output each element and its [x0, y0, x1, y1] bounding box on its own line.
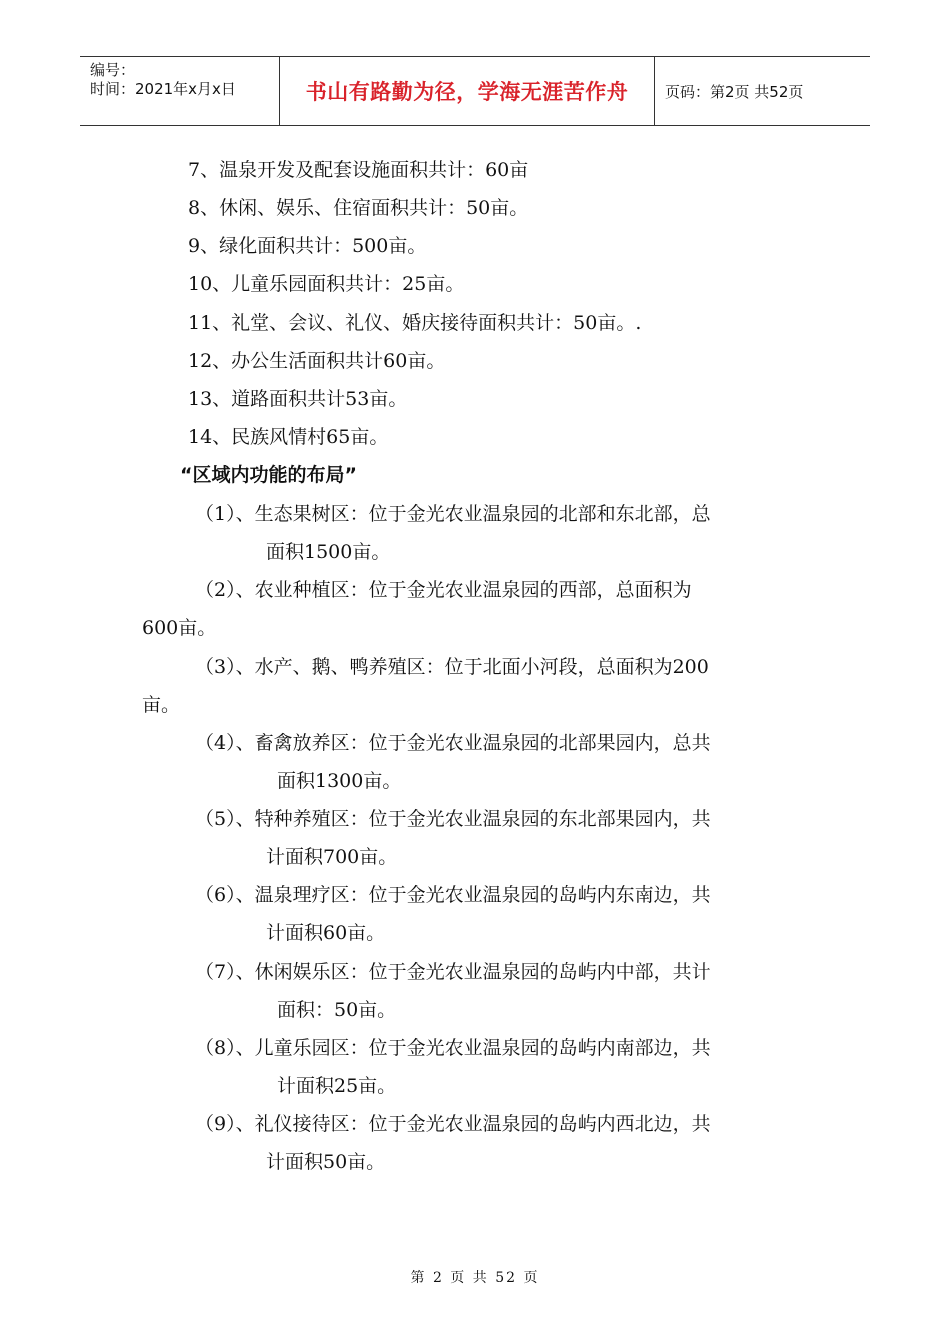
zone-4-line2: 面积1300亩。	[277, 770, 402, 792]
area-item-13: 13、道路面积共计53亩。	[188, 388, 408, 410]
document-date: 时间：2021年x月x日	[90, 80, 236, 98]
area-item-8: 8、休闲、娱乐、住宿面积共计：50亩。	[188, 197, 529, 219]
zone-7-line1: （7）、休闲娱乐区：位于金光农业温泉园的岛屿内中部，共计	[195, 961, 711, 983]
zone-5-line2: 计面积700亩。	[266, 846, 398, 868]
header-motto: 书山有路勤为径，学海无涯苦作舟	[280, 57, 655, 125]
section-title: “区域内功能的布局”	[180, 464, 357, 486]
page-header	[80, 56, 870, 126]
area-item-11: 11、礼堂、会议、礼仪、婚庆接待面积共计：50亩。.	[188, 312, 642, 334]
zone-3-line1: （3）、水产、鹅、鸭养殖区：位于北面小河段，总面积为200	[195, 656, 709, 678]
zone-8-line1: （8）、儿童乐园区：位于金光农业温泉园的岛屿内南部边，共	[195, 1037, 711, 1059]
zone-2-line2: 600亩。	[142, 617, 217, 639]
zone-1-line2: 面积1500亩。	[266, 541, 391, 563]
zone-1-line1: （1）、生态果树区：位于金光农业温泉园的北部和东北部，总	[195, 503, 711, 525]
zone-8-line2: 计面积25亩。	[277, 1075, 397, 1097]
area-item-12: 12、办公生活面积共计60亩。	[188, 350, 446, 372]
zone-5-line1: （5）、特种养殖区：位于金光农业温泉园的东北部果园内，共	[195, 808, 711, 830]
zone-9-line1: （9）、礼仪接待区：位于金光农业温泉园的岛屿内西北边，共	[195, 1113, 711, 1135]
area-item-14: 14、民族风情村65亩。	[188, 426, 389, 448]
zone-4-line1: （4）、畜禽放养区：位于金光农业温泉园的北部果园内，总共	[195, 732, 711, 754]
zone-6-line2: 计面积60亩。	[266, 922, 386, 944]
header-page-info: 页码：第2页 共52页	[665, 82, 804, 101]
area-item-10: 10、儿童乐园面积共计：25亩。	[188, 273, 465, 295]
area-item-7: 7、温泉开发及配套设施面积共计：60亩	[188, 159, 529, 181]
page-footer: 第 2 页 共 52 页	[410, 1270, 540, 1286]
zone-7-line2: 面积：50亩。	[277, 999, 397, 1021]
area-item-9: 9、绿化面积共计：500亩。	[188, 235, 427, 257]
zone-9-line2: 计面积50亩。	[266, 1151, 386, 1173]
zone-6-line1: （6）、温泉理疗区：位于金光农业温泉园的岛屿内东南边，共	[195, 884, 711, 906]
header-meta	[80, 57, 280, 125]
zone-2-line1: （2）、农业种植区：位于金光农业温泉园的西部，总面积为	[195, 579, 692, 601]
zone-3-line2: 亩。	[142, 694, 181, 716]
document-number-label: 编号：	[90, 61, 136, 79]
